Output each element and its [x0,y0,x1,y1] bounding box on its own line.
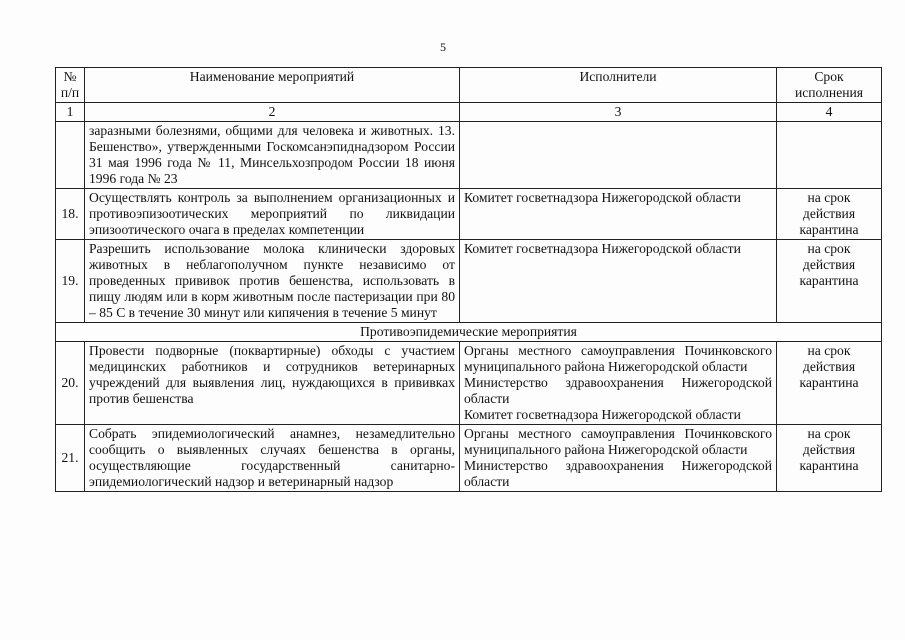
row-executor: Комитет госветнадзора Нижегородской области [460,189,777,240]
row-term: на срок действия карантина [777,240,882,323]
section-title: Противоэпидемические мероприятия [56,323,882,342]
header-executors: Исполнители [460,68,777,103]
table-row-continued [56,122,882,189]
column-numbers-row [56,103,882,122]
executor-line: Министерство здравоохранения Нижегородской области [464,375,772,406]
row-term: на срок действия карантина [777,342,882,425]
page-number: 5 [440,40,446,54]
row-term [777,122,882,189]
row-name: Собрать эпидемиологический анамнез, незамедлительно сообщить о выявленных случаях бешенства в органы, осуществляющие государственный санитарно-эпидемиологический надзор и ветеринарный надзор [85,425,460,492]
table-row [56,425,882,492]
executor-line: Министерство здравоохранения Нижегородской области [464,458,772,489]
header-name: Наименование мероприятий [85,68,460,103]
row-executor [460,122,777,189]
row-executor [460,425,777,492]
row-number: 18. [56,189,85,240]
col-number-4: 4 [777,103,882,122]
header-term: Срок исполнения [777,68,882,103]
row-name: заразными болезнями, общими для человека и животных. 13. Бешенство», утвержденными Госкомсанэпиднадзором России 31 мая 1996 года № 11, Минсельхозпродом России 18 июня 1996 года № 23 [85,122,460,189]
section-row [56,323,882,342]
measures-table [55,67,882,492]
row-number: 20. [56,342,85,425]
table-row [56,189,882,240]
row-number: 19. [56,240,85,323]
row-executor [460,342,777,425]
table-header-row [56,68,882,103]
row-name: Провести подворные (поквартирные) обходы с участием медицинских работников и сотрудников ветеринарных учреждений для выявления лиц, нуждающихся в прививках против бешенства [85,342,460,425]
col-number-1: 1 [56,103,85,122]
row-name: Осуществлять контроль за выполнением организационных и противоэпизоотических мероприятий по ликвидации эпизоотического очага в пределах компетенции [85,189,460,240]
row-term: на срок действия карантина [777,189,882,240]
header-number: № п/п [56,68,85,103]
table-row [56,342,882,425]
executor-line: Органы местного самоуправления Починковского муниципального района Нижегородской области [464,426,772,457]
row-number [56,122,85,189]
row-executor: Комитет госветнадзора Нижегородской области [460,240,777,323]
row-name: Разрешить использование молока клинически здоровых животных в неблагополучном пункте независимо от проведенных прививок против бешенства, использовать в пищу людям или в корм животным после пастеризации при 80 – 85 С в течение 30 минут или кипячения в течение 5 минут [85,240,460,323]
table-row [56,240,882,323]
row-number: 21. [56,425,85,492]
executor-line: Органы местного самоуправления Починковского муниципального района Нижегородской области [464,343,772,374]
row-term: на срок действия карантина [777,425,882,492]
col-number-3: 3 [460,103,777,122]
col-number-2: 2 [85,103,460,122]
executor-line: Комитет госветнадзора Нижегородской области [464,407,741,422]
